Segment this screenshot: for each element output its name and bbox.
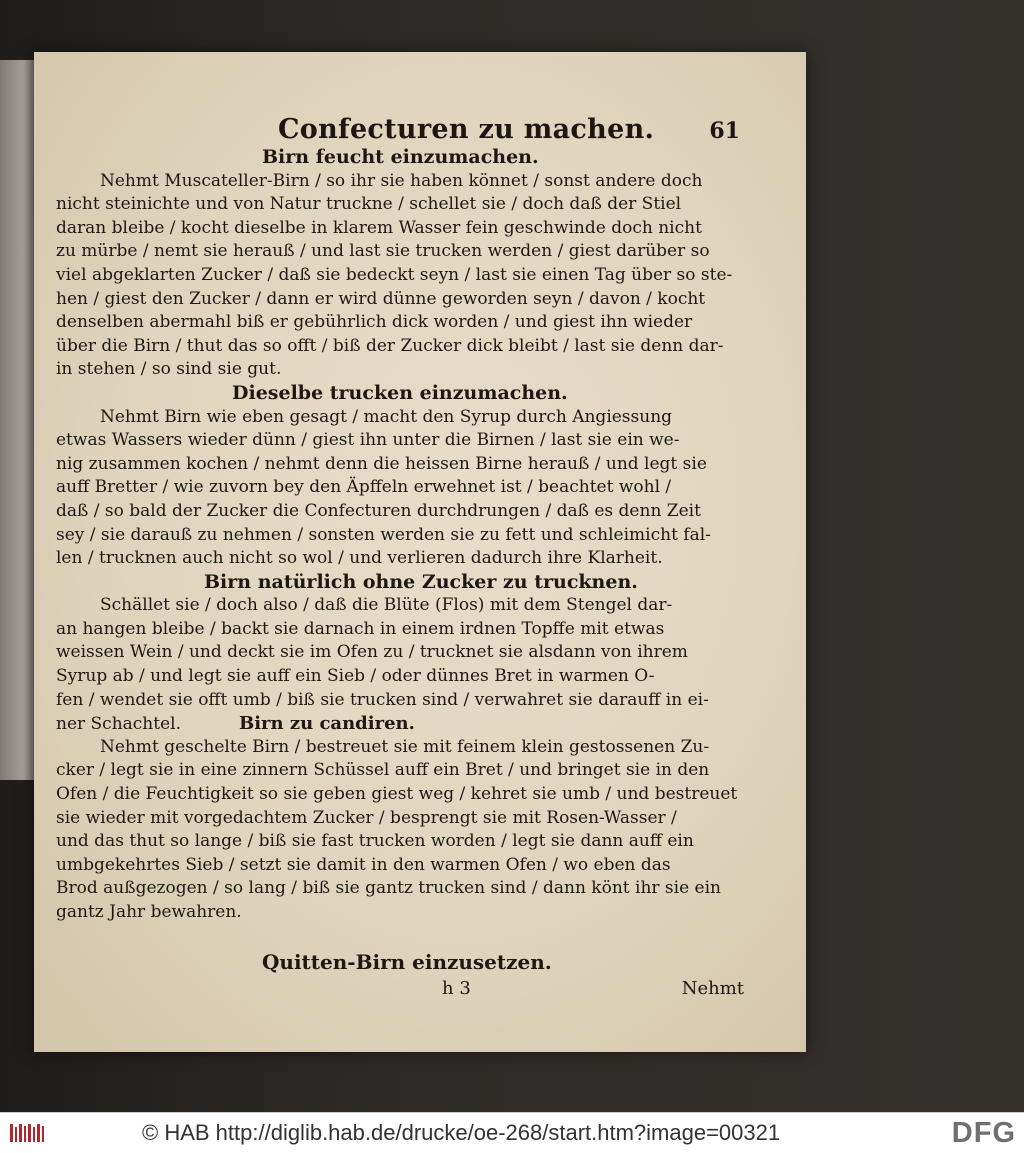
text-line: hen / giest den Zucker / dann er wird dünne geworden seyn / davon / kocht — [56, 288, 706, 309]
section-heading: Dieselbe trucken einzumachen. — [232, 381, 568, 404]
dfg-logo: DFG — [951, 1117, 1016, 1149]
text-line: cker / legt sie in eine zinnern Schüssel auff ein Bret / und bringet sie in den — [56, 760, 710, 781]
section-heading-inline: Birn zu candiren. — [239, 713, 415, 735]
section-heading: Birn feucht einzumachen. — [262, 146, 539, 168]
text-line: Brod außgezogen / so lang / biß sie gantz trucken sind / dann könt ihr sie ein — [56, 878, 722, 899]
running-title: Confecturen zu machen. — [278, 114, 655, 145]
text-line: in stehen / so sind sie gut. — [56, 359, 282, 380]
text-line: auff Bretter / wie zuvorn bey den Äpffeln erwehnet ist / beachtet wohl / — [56, 477, 672, 498]
text-line: fen / wendet sie offt umb / biß sie trucken sind / verwahret sie darauff in ei- — [56, 689, 709, 710]
viewer-footer — [0, 1112, 1024, 1153]
text-line: über die Birn / thut das so offt / biß der Zucker dick bleibt / last sie denn dar- — [56, 335, 724, 356]
text-line: umbgekehrtes Sieb / setzt sie damit in den warmen Ofen / wo eben das — [56, 854, 671, 875]
text-line: sie wieder mit vorgedachtem Zucker / besprengt sie mit Rosen-Wasser / — [56, 807, 677, 828]
text-line: daß / so bald der Zucker die Confecturen durchdrungen / daß es denn Zeit — [56, 500, 701, 521]
text-line: Nehmt Muscateller-Birn / so ihr sie haben könnet / sonst andere doch — [100, 170, 703, 191]
library-logo-icon — [8, 1121, 48, 1145]
text-line: sey / sie darauß zu nehmen / sonsten werden sie zu fett und schleimicht fal- — [56, 524, 711, 545]
text-line: Syrup ab / und legt sie auff ein Sieb / oder dünnes Bret in warmen O- — [56, 666, 655, 687]
page-bottom — [56, 950, 744, 999]
text-line: nicht steinichte und von Natur truckne / schellet sie / doch daß der Stiel — [56, 194, 682, 215]
book-page — [34, 52, 806, 1052]
page-header — [34, 114, 806, 148]
catchword: Nehmt — [681, 978, 744, 999]
section-heading-quitten: Quitten-Birn einzusetzen. — [262, 950, 552, 974]
text-line: weissen Wein / und deckt sie im Ofen zu / trucknet sie alsdann von ihrem — [56, 642, 688, 663]
text-line: und das thut so lange / biß sie fast trucken worden / legt sie dann auff ein — [56, 831, 694, 852]
text-line: an hangen bleibe / backt sie darnach in einem irdnen Topffe mit etwas — [56, 618, 665, 639]
text-line: gantz Jahr bewahren. — [56, 902, 242, 922]
printer-signature-mark: h 3 — [442, 978, 471, 999]
text-line: Nehmt Birn wie eben gesagt / macht den Syrup durch Angiessung — [100, 406, 673, 427]
copyright-link[interactable]: © HAB http://diglib.hab.de/drucke/oe-268/start.htm?image=00321 — [142, 1120, 781, 1145]
section-heading: Birn natürlich ohne Zucker zu trucknen. — [204, 570, 638, 593]
page-number: 61 — [709, 118, 740, 144]
page-text-body — [56, 146, 744, 925]
text-line: len / trucknen auch nicht so wol / und verlieren dadurch ihre Klarheit. — [56, 548, 663, 569]
text-line: Ofen / die Feuchtigkeit so sie geben giest weg / kehret sie umb / und bestreuet — [56, 784, 738, 805]
text-line-segment: ner Schachtel. — [56, 714, 181, 735]
text-line: denselben abermahl biß er gebührlich dick worden / und giest ihn wieder — [56, 312, 693, 333]
text-line: etwas Wassers wieder dünn / giest ihn unter die Birnen / last sie ein we- — [56, 430, 680, 451]
text-line: nig zusammen kochen / nehmt denn die heissen Birne herauß / und legt sie — [56, 453, 707, 474]
text-line: viel abgeklarten Zucker / daß sie bedeckt seyn / last sie einen Tag über so ste- — [56, 264, 733, 285]
text-line: zu mürbe / nemt sie herauß / und last sie trucken werden / giest darüber so — [56, 241, 710, 262]
text-line: daran bleibe / kocht dieselbe in klarem Wasser fein geschwinde doch nicht — [56, 217, 702, 238]
text-line — [56, 712, 744, 736]
text-line: Nehmt geschelte Birn / bestreuet sie mit feinem klein gestossenen Zu- — [100, 736, 710, 757]
text-line: Schället sie / doch also / daß die Blüte (Flos) mit dem Stengel dar- — [100, 595, 673, 616]
